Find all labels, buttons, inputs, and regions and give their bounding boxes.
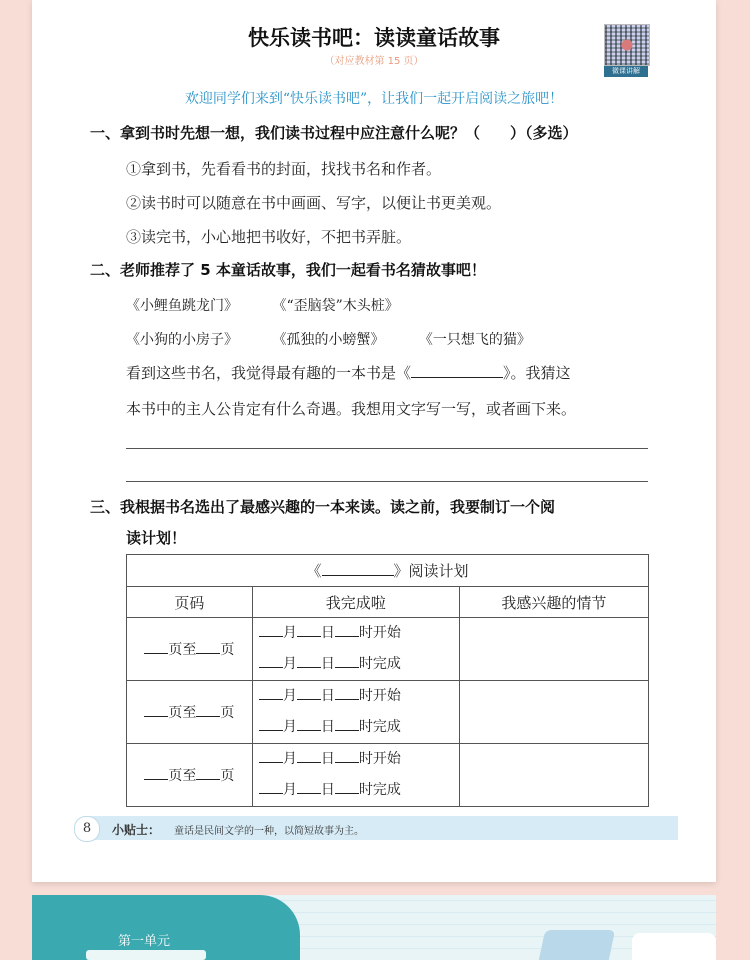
question-3-continued: 读计划！ <box>126 529 187 547</box>
answer-line-1[interactable] <box>126 448 648 449</box>
page-from-blank[interactable] <box>144 703 168 717</box>
plan-row <box>127 744 649 807</box>
month-blank[interactable] <box>259 686 283 700</box>
month-blank[interactable] <box>259 623 283 637</box>
q1-option-2: ②读书时可以随意在书中画画、写字，以便让书更美观。 <box>126 194 502 212</box>
start-time-line: 月 日 时开始 <box>253 744 459 775</box>
hour-blank[interactable] <box>335 654 359 668</box>
qr-code-label: 微课讲解 <box>604 66 648 77</box>
book-title: 《小狗的小房子》 <box>126 332 238 348</box>
day-blank[interactable] <box>297 654 321 668</box>
hour-blank[interactable] <box>335 749 359 763</box>
tip-label: 小贴士： <box>112 823 161 837</box>
worksheet-page <box>32 0 716 882</box>
page-to-blank[interactable] <box>196 766 220 780</box>
card-decoration <box>632 933 716 960</box>
finish-time-line: 月 日 时完成 <box>253 649 459 680</box>
header-completed: 我完成啦 <box>252 587 459 618</box>
interesting-plot-cell[interactable] <box>459 744 648 807</box>
page-number: 8 <box>74 816 100 842</box>
hour-blank[interactable] <box>335 717 359 731</box>
start-time-line: 月 日 时开始 <box>253 681 459 712</box>
day-blank[interactable] <box>297 623 321 637</box>
time-cell <box>252 744 459 807</box>
book-title: 《小鲤鱼跳龙门》 <box>126 298 238 314</box>
day-blank[interactable] <box>297 780 321 794</box>
month-blank[interactable] <box>259 717 283 731</box>
reading-plan-table <box>126 554 649 807</box>
book-title: 《一只想飞的猫》 <box>418 332 531 348</box>
tip-text: 童话是民间文学的一种，以简短故事为主。 <box>174 826 364 837</box>
finish-time-line: 月 日 时完成 <box>253 712 459 743</box>
question-3: 三、我根据书名选出了最感兴趣的一本来读。读之前，我要制订一个阅 <box>90 498 556 516</box>
interesting-plot-cell[interactable] <box>459 618 648 681</box>
book-title: 《孤独的小螃蟹》 <box>272 332 385 348</box>
plan-row <box>127 681 649 744</box>
plan-book-blank[interactable] <box>322 561 394 576</box>
month-blank[interactable] <box>259 749 283 763</box>
answer-line-2[interactable] <box>126 481 648 482</box>
page-from-blank[interactable] <box>144 640 168 654</box>
hour-blank[interactable] <box>335 623 359 637</box>
pages-cell: 页至 页 <box>127 681 253 744</box>
tip-bar <box>74 816 678 840</box>
welcome-text: 欢迎同学们来到“快乐读书吧”，让我们一起开启阅读之旅吧！ <box>184 91 564 107</box>
unit-label: 第一单元 <box>118 934 171 949</box>
q2-prompt-end: 》。我猜这 <box>503 364 571 382</box>
page-from-blank[interactable] <box>144 766 168 780</box>
q1-option-1: ①拿到书，先看看书的封面，找找书名和作者。 <box>126 160 442 178</box>
pages-cell: 页至 页 <box>127 744 253 807</box>
day-blank[interactable] <box>297 686 321 700</box>
hour-blank[interactable] <box>335 780 359 794</box>
interesting-plot-cell[interactable] <box>459 681 648 744</box>
finish-time-line: 月 日 时完成 <box>253 775 459 806</box>
q1-option-3: ③读完书，小心地把书收好，不把书弄脏。 <box>126 228 412 246</box>
next-page-preview <box>32 895 716 960</box>
q2-prompt-line-1 <box>126 362 571 383</box>
q2-prompt-line-2: 本书中的主人公肯定有什么奇遇。我想用文字写一写，或者画下来。 <box>126 400 577 418</box>
page-to-blank[interactable] <box>196 703 220 717</box>
time-cell <box>252 681 459 744</box>
book-title: 《“歪脑袋”木头桩》 <box>272 298 399 314</box>
month-blank[interactable] <box>259 780 283 794</box>
q2-prompt-start: 看到这些书名，我觉得最有趣的一本书是《 <box>126 364 412 382</box>
pages-cell: 页至 页 <box>127 618 253 681</box>
textbook-reference: （对应教材第 15 页） <box>324 56 424 67</box>
day-blank[interactable] <box>297 717 321 731</box>
day-blank[interactable] <box>297 749 321 763</box>
header-interesting-plot: 我感兴趣的情节 <box>459 587 648 618</box>
question-2: 二、老师推荐了 5 本童话故事，我们一起看书名猜故事吧！ <box>90 261 486 279</box>
qr-code-icon <box>604 24 650 66</box>
question-1: 一、拿到书时先想一想，我们读书过程中应注意什么呢？（ ）（多选） <box>90 124 578 142</box>
unit-heading-cut-off <box>86 950 206 960</box>
qr-code[interactable] <box>604 24 648 76</box>
start-time-line: 月 日 时开始 <box>253 618 459 649</box>
open-book-icon <box>539 930 615 960</box>
hour-blank[interactable] <box>335 686 359 700</box>
page-title: 快乐读书吧：读读童话故事 <box>248 26 500 50</box>
unit-banner <box>32 895 300 960</box>
book-list-row-2 <box>126 329 561 349</box>
reading-plan-title: 《 》阅读计划 <box>127 555 649 587</box>
page-to-blank[interactable] <box>196 640 220 654</box>
month-blank[interactable] <box>259 654 283 668</box>
plan-row <box>127 618 649 681</box>
header-pages: 页码 <box>127 587 253 618</box>
time-cell <box>252 618 459 681</box>
book-list-row-1 <box>126 295 429 315</box>
book-title-blank[interactable] <box>411 363 503 378</box>
